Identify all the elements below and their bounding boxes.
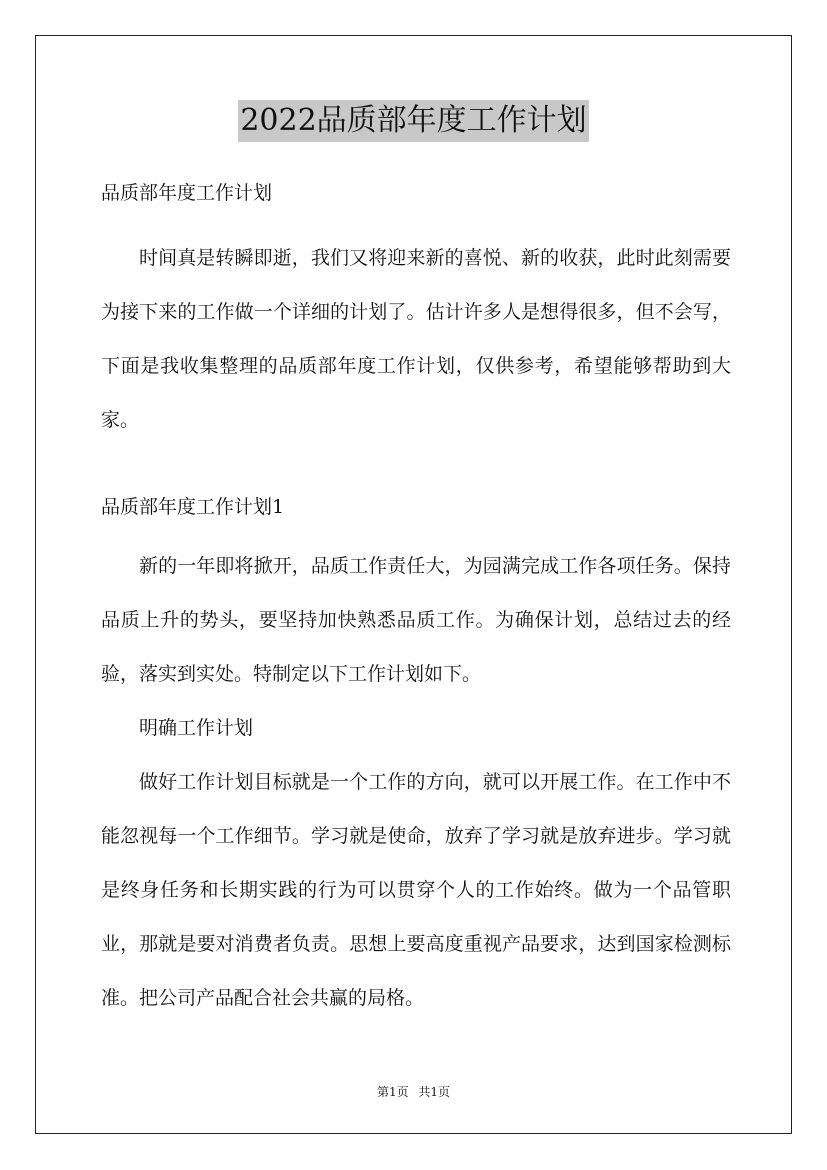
spacer	[101, 525, 731, 539]
section-heading: 品质部年度工作计划1	[101, 496, 285, 518]
page-number: 第1页	[376, 1085, 409, 1099]
document-subtitle: 品质部年度工作计划	[101, 182, 273, 204]
intro-paragraph: 时间真是转瞬即逝，我们又将迎来新的喜悦、新的收获，此时此刻需要为接下来的工作做一个详细的计划了。估计许多人是想得很多，但不会写，下面是我收集整理的品质部年度工作计划，仅供参考，希望能够帮助到大家。	[101, 247, 731, 431]
spacer	[101, 211, 731, 231]
spacer	[101, 447, 731, 489]
document-title: 2022品质部年度工作计划	[238, 100, 588, 142]
section-paragraph: 新的一年即将掀开，品质工作责任大，为园满完成工作各项任务。保持品质上升的势头，要坚持加快熟悉品质工作。为确保计划，总结过去的经验，落实到实处。特制定以下工作计划如下。	[101, 555, 731, 685]
section-paragraph: 做好工作计划目标就是一个工作的方向，就可以开展工作。在工作中不能忽视每一个工作细节。学习就是使命，放弃了学习就是放弃进步。学习就是终身任务和长期实践的行为可以贯穿个人的工作始终。做为一个品管职业，那就是要对消费者负责。思想上要高度重视产品要求，达到国家检测标准。把公司产品配合社会共赢的局格。	[101, 771, 731, 1009]
page-footer	[0, 1084, 827, 1100]
page-total: 共1页	[418, 1085, 451, 1099]
section-subheading: 明确工作计划	[139, 717, 254, 739]
document-body	[101, 175, 731, 1025]
title-area	[0, 100, 827, 142]
